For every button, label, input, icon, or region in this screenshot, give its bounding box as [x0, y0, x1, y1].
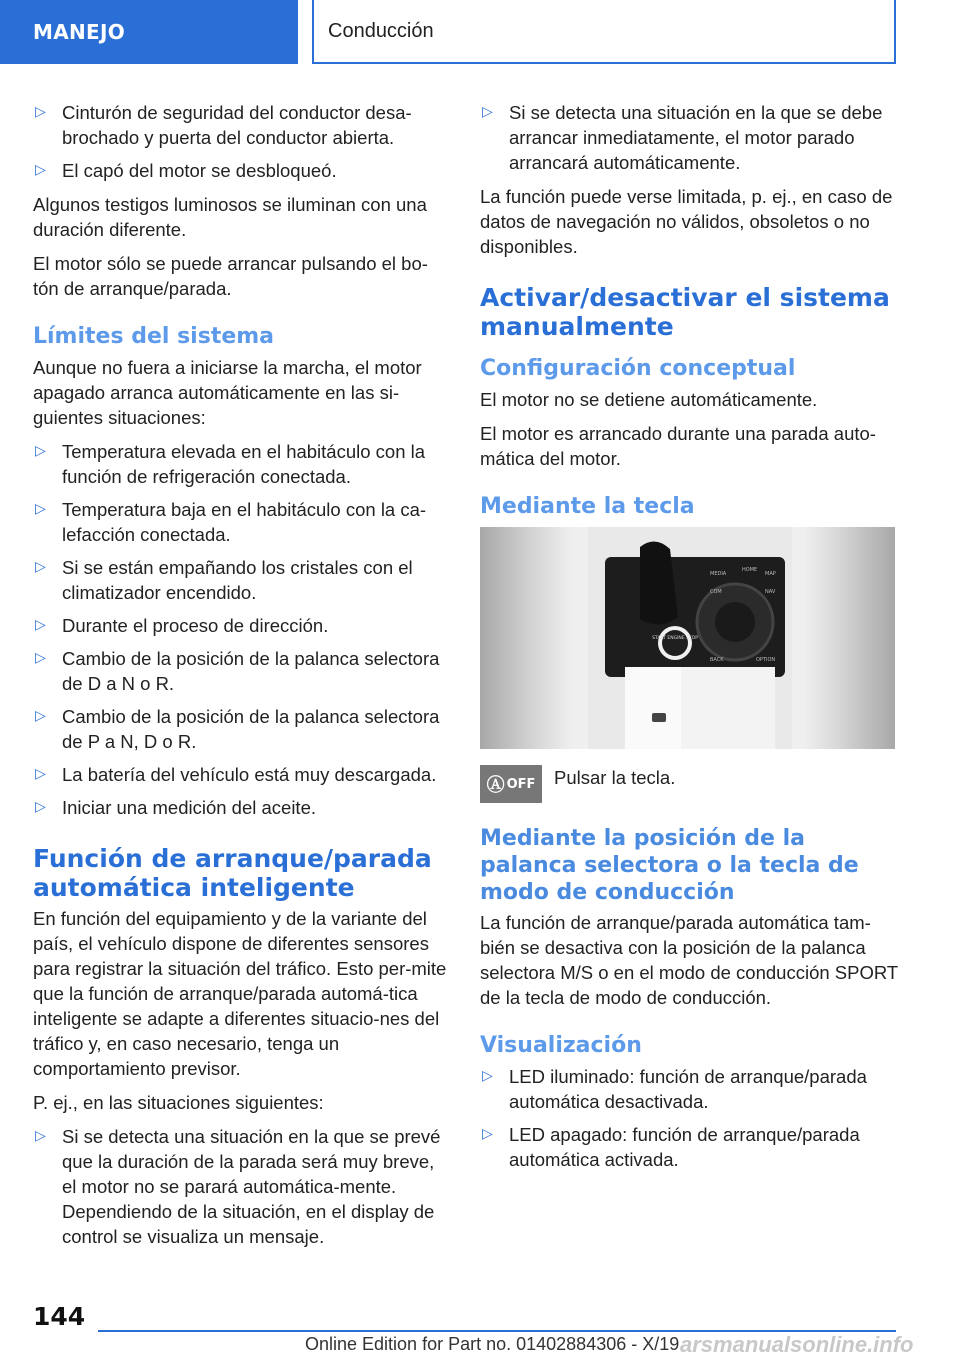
- list-item: ▷ Si se detecta una situación en la que se prevé que la duración de la parada será muy breve, el motor no se parará automática‐mente. Dependiendo de la situación, en el display de control se visualiza un mensaje.: [35, 1126, 441, 1247]
- list-item: ▷ Si se detecta una situación en la que se debe arrancar inmediatamente, el motor parado arrancará automáticamente.: [482, 102, 883, 173]
- triangle-bullet-icon: ▷: [35, 162, 46, 178]
- list-item: ▷ LED apagado: función de arranque/parada automática activada.: [482, 1124, 860, 1170]
- triangle-bullet-icon: ▷: [35, 1128, 46, 1144]
- paragraph: En función del equipamiento y de la variante del país, el vehículo dispone de diferentes sensores para registrar la situación del tráfico. Esto per‐mite que la función de arranque/parada automá‐tica inteligente se adapte a diferentes situacio‐nes del tráfico y, en caso necesario, tenga un comportamiento previsor.: [33, 908, 447, 1079]
- triangle-bullet-icon: ▷: [35, 766, 46, 782]
- triangle-bullet-icon: ▷: [482, 1068, 493, 1084]
- list-item: ▷ Temperatura elevada en el habitáculo con la función de refrigeración conectada.: [35, 441, 426, 487]
- heading-display: Visualización: [480, 1033, 642, 1058]
- paragraph: Aunque no fuera a iniciarse la marcha, el motor apagado arranca automáticamente en las si‐guientes situaciones:: [33, 357, 422, 428]
- watermark: arsmanualsonline.info: [680, 1332, 914, 1357]
- list-item: ▷ Cambio de la posición de la palanca selectora de D a N o R.: [35, 648, 440, 694]
- console-illustration: [480, 527, 895, 749]
- back-label: BACK: [710, 657, 724, 663]
- list-item: ▷ La batería del vehículo está muy descargada.: [35, 764, 437, 785]
- section-tab: MANEJO: [0, 0, 298, 64]
- edition-text: Online Edition for Part no. 01402884306 - X/19: [305, 1334, 680, 1354]
- engine-label: START ENGINE STOP: [652, 636, 698, 641]
- nav-label: NAV: [765, 589, 776, 595]
- triangle-bullet-icon: ▷: [35, 650, 46, 666]
- triangle-bullet-icon: ▷: [35, 443, 46, 459]
- home-label: HOME: [742, 567, 758, 573]
- map-label: MAP: [765, 571, 776, 577]
- heading-config: Configuración conceptual: [480, 356, 796, 381]
- press-instruction-text: Pulsar la tecla.: [554, 767, 676, 788]
- triangle-bullet-icon: ▷: [35, 104, 46, 120]
- list-item: ▷ El capó del motor se desbloqueó.: [35, 160, 337, 181]
- left-column: [33, 100, 448, 1258]
- triangle-bullet-icon: ▷: [35, 708, 46, 724]
- list-examples: [33, 1124, 448, 1249]
- triangle-bullet-icon: ▷: [35, 501, 46, 517]
- start-stop-button-inner: [662, 630, 688, 656]
- option-label: OPTION: [756, 657, 776, 663]
- auto-start-stop-off-icon: Ⓐ OFF: [480, 765, 542, 803]
- list-warnings: [33, 100, 448, 183]
- paragraph: El motor es arrancado durante una parada auto‐mática del motor.: [480, 423, 876, 469]
- right-column: [480, 100, 898, 1181]
- list-item: ▷ Si se están empañando los cristales con el climatizador encendido.: [35, 557, 413, 603]
- list-item: ▷ Temperatura baja en el habitáculo con la ca‐lefacción conectada.: [35, 499, 427, 545]
- list-item: ▷ LED iluminado: función de arranque/parada automática desactivada.: [482, 1066, 867, 1112]
- paragraph: P. ej., en las situaciones siguientes:: [33, 1092, 324, 1113]
- paragraph: El motor no se detiene automáticamente.: [480, 389, 818, 410]
- paragraph: El motor sólo se puede arrancar pulsando el bo‐tón de arranque/parada.: [33, 253, 428, 299]
- list-led: [480, 1064, 898, 1172]
- list-situations: [33, 439, 448, 820]
- press-instruction: [480, 765, 898, 803]
- heading-button: Mediante la tecla: [480, 494, 695, 519]
- triangle-bullet-icon: ▷: [482, 1126, 493, 1142]
- triangle-bullet-icon: ▷: [35, 799, 46, 815]
- list-item: ▷ Iniciar una medición del aceite.: [35, 797, 317, 818]
- heading-function: Función de arranque/parada automática inteligente: [33, 844, 432, 902]
- list-item: ▷ Cinturón de seguridad del conductor desa‐brochado y puerta del conductor abierta.: [35, 102, 412, 148]
- chapter-title: Conducción: [312, 0, 896, 64]
- list-examples-cont: [480, 100, 898, 175]
- paragraph: Algunos testigos luminosos se iluminan con una duración diferente.: [33, 194, 427, 240]
- list-item: ▷ Cambio de la posición de la palanca selectora de P a N, D o R.: [35, 706, 440, 752]
- center-console-photo: [480, 527, 895, 749]
- parking-brake-switch: [652, 713, 666, 722]
- heading-selector: Mediante la posición de la palanca selectora o la tecla de modo de conducción: [480, 826, 859, 905]
- paragraph: La función de arranque/parada automática tam‐bién se desactiva con la posición de la palanca selectora M/S o en el modo de conducción SPORT de la tecla de modo de conducción.: [480, 912, 898, 1008]
- heading-limits: Límites del sistema: [33, 324, 275, 349]
- media-label: MEDIA: [710, 571, 727, 577]
- triangle-bullet-icon: ▷: [35, 617, 46, 633]
- console-tray-left: [625, 667, 681, 749]
- list-item: ▷ Durante el proceso de dirección.: [35, 615, 329, 636]
- page-number: 144: [33, 1302, 86, 1331]
- idrive-center: [715, 602, 755, 642]
- heading-manual: Activar/desactivar el sistema manualmente: [480, 283, 890, 341]
- paragraph: La función puede verse limitada, p. ej., en caso de datos de navegación no válidos, obsoletos o no disponibles.: [480, 186, 893, 257]
- triangle-bullet-icon: ▷: [482, 104, 493, 120]
- triangle-bullet-icon: ▷: [35, 559, 46, 575]
- com-label: COM: [710, 589, 722, 595]
